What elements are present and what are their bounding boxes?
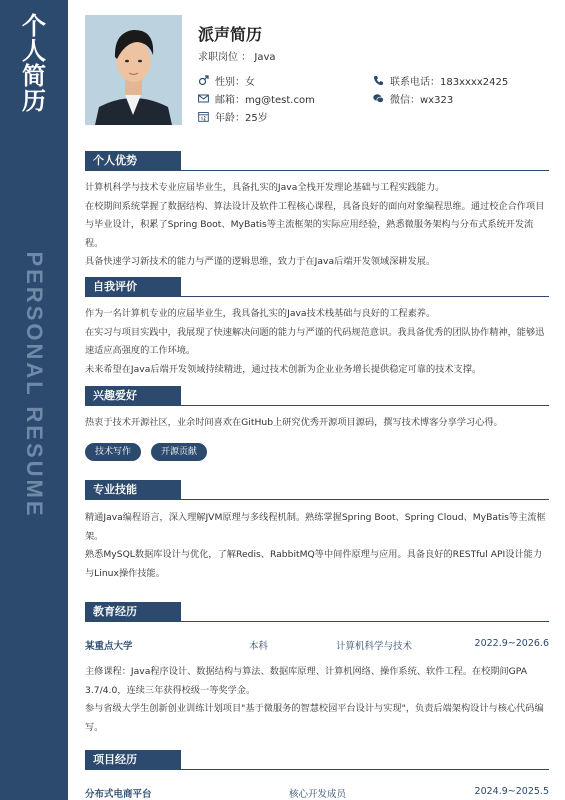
profile-photo [85, 15, 182, 125]
email-icon [198, 93, 209, 104]
job-target [198, 48, 276, 63]
gender-text: 性别：女 [215, 77, 255, 88]
section-header-hobbies [85, 386, 549, 406]
section-header-projects [85, 750, 549, 770]
skills-content [85, 509, 549, 583]
project-role: 核心开发成员 [289, 789, 347, 800]
section-title: 个人优势 [85, 151, 181, 171]
degree: 本科 [249, 641, 269, 652]
advantage-content [85, 179, 549, 272]
section-header-advantage [85, 151, 549, 171]
gender-icon [198, 75, 209, 86]
project-period: 2024.9~2025.5 [474, 786, 549, 797]
skills-line: 熟悉MySQL数据库设计与优化，了解Redis、RabbitMQ等中间件原理与应用。具备良好的RESTful API设计能力与Linux操作技能。 [85, 549, 543, 579]
section-title: 专业技能 [85, 480, 181, 500]
evaluation-content [85, 305, 549, 379]
evaluation-line: 未来希望在Java后端开发领域持续精进，通过技术创新为企业业务增长提供稳定可靠的技术支撑。 [85, 363, 482, 375]
age-text: 年龄：25岁 [215, 113, 268, 124]
sidebar-title-char: 简 [22, 62, 46, 90]
job-target-label: 求职岗位 ： [198, 52, 252, 63]
section-header-education [85, 602, 549, 622]
education-row [85, 638, 549, 654]
major: 计算机科学与技术 [336, 641, 413, 652]
phone-icon [373, 75, 384, 86]
education-line: 参与省级大学生创新创业训练计划项目"基于微服务的智慧校园平台设计与实现"，负责后端架构设计与核心代码编写。 [85, 703, 544, 733]
advantage-line: 计算机科学与技术专业应届毕业生，具备扎实的Java全栈开发理论基础与工程实践能力。 [85, 182, 445, 193]
sidebar-english-title: PERSONAL RESUME [22, 251, 47, 519]
section-title: 自我评价 [85, 277, 181, 297]
sidebar [0, 0, 68, 800]
evaluation-line: 在实习与项目实践中，我展现了快速解决问题的能力与严谨的代码规范意识。我具备优秀的团队协作精神，能够迅速适应高强度的工作环境。 [85, 326, 545, 356]
section-title: 教育经历 [85, 602, 181, 622]
project-row [85, 786, 549, 800]
section-header-skills [85, 480, 549, 500]
hobbies-content [85, 414, 549, 433]
advantage-line: 在校期间系统掌握了数据结构、算法设计及软件工程核心课程，具备良好的面向对象编程思维。通过校企合作项目与毕业设计，积累了Spring Boot、MyBatis等主流框架的实际应用经验，熟悉微服务架构与分布式系统开发流程。 [85, 200, 545, 249]
sidebar-title-char: 个 [22, 12, 46, 40]
resume-name: 派声简历 [198, 25, 263, 44]
email-text: 邮箱：mg@test.com [215, 95, 315, 106]
hobbies-line: 热衷于技术开源社区，业余时间喜欢在GitHub上研究优秀开源项目源码，撰写技术博客分享学习心得。 [85, 417, 503, 428]
email-info [198, 91, 315, 106]
wechat-info [373, 91, 453, 106]
phone-text: 联系电话：183xxxx2425 [390, 77, 509, 88]
job-target-value: Java [254, 52, 276, 63]
advantage-line: 具备快速学习新技术的能力与严谨的逻辑思维，致力于在Java后端开发领域深耕发展。 [85, 256, 436, 267]
education-period: 2022.9~2026.6 [474, 638, 549, 649]
sidebar-title-char: 历 [22, 87, 46, 115]
section-header-evaluation [85, 277, 549, 297]
age-info [198, 109, 268, 124]
phone-info [373, 73, 508, 88]
school-name: 某重点大学 [85, 641, 133, 652]
gender-info [198, 73, 255, 88]
education-line: 主修课程：Java程序设计、数据结构与算法、数据库原理、计算机网络、操作系统、软件工程。在校期间GPA 3.7/4.0，连续三年获得校级一等奖学金。 [85, 666, 528, 696]
sidebar-title [0, 14, 68, 114]
section-title: 项目经历 [85, 750, 181, 770]
calendar-icon [198, 111, 209, 122]
skills-line: 精通Java编程语言，深入理解JVM原理与多线程机制。熟练掌握Spring Boot、Spring Cloud、MyBatis等主流框架。 [85, 512, 546, 542]
hobby-tag: 开源贡献 [151, 443, 207, 461]
section-title: 兴趣爱好 [85, 386, 181, 406]
wechat-text: 微信：wx323 [390, 95, 454, 106]
hobby-tag: 技术写作 [85, 443, 141, 461]
wechat-icon [373, 93, 384, 104]
education-content [85, 663, 549, 737]
sidebar-title-char: 人 [22, 37, 46, 65]
evaluation-line: 作为一名计算机专业的应届毕业生，我具备扎实的Java技术栈基础与良好的工程素养。 [85, 308, 436, 319]
project-name: 分布式电商平台 [85, 789, 152, 800]
